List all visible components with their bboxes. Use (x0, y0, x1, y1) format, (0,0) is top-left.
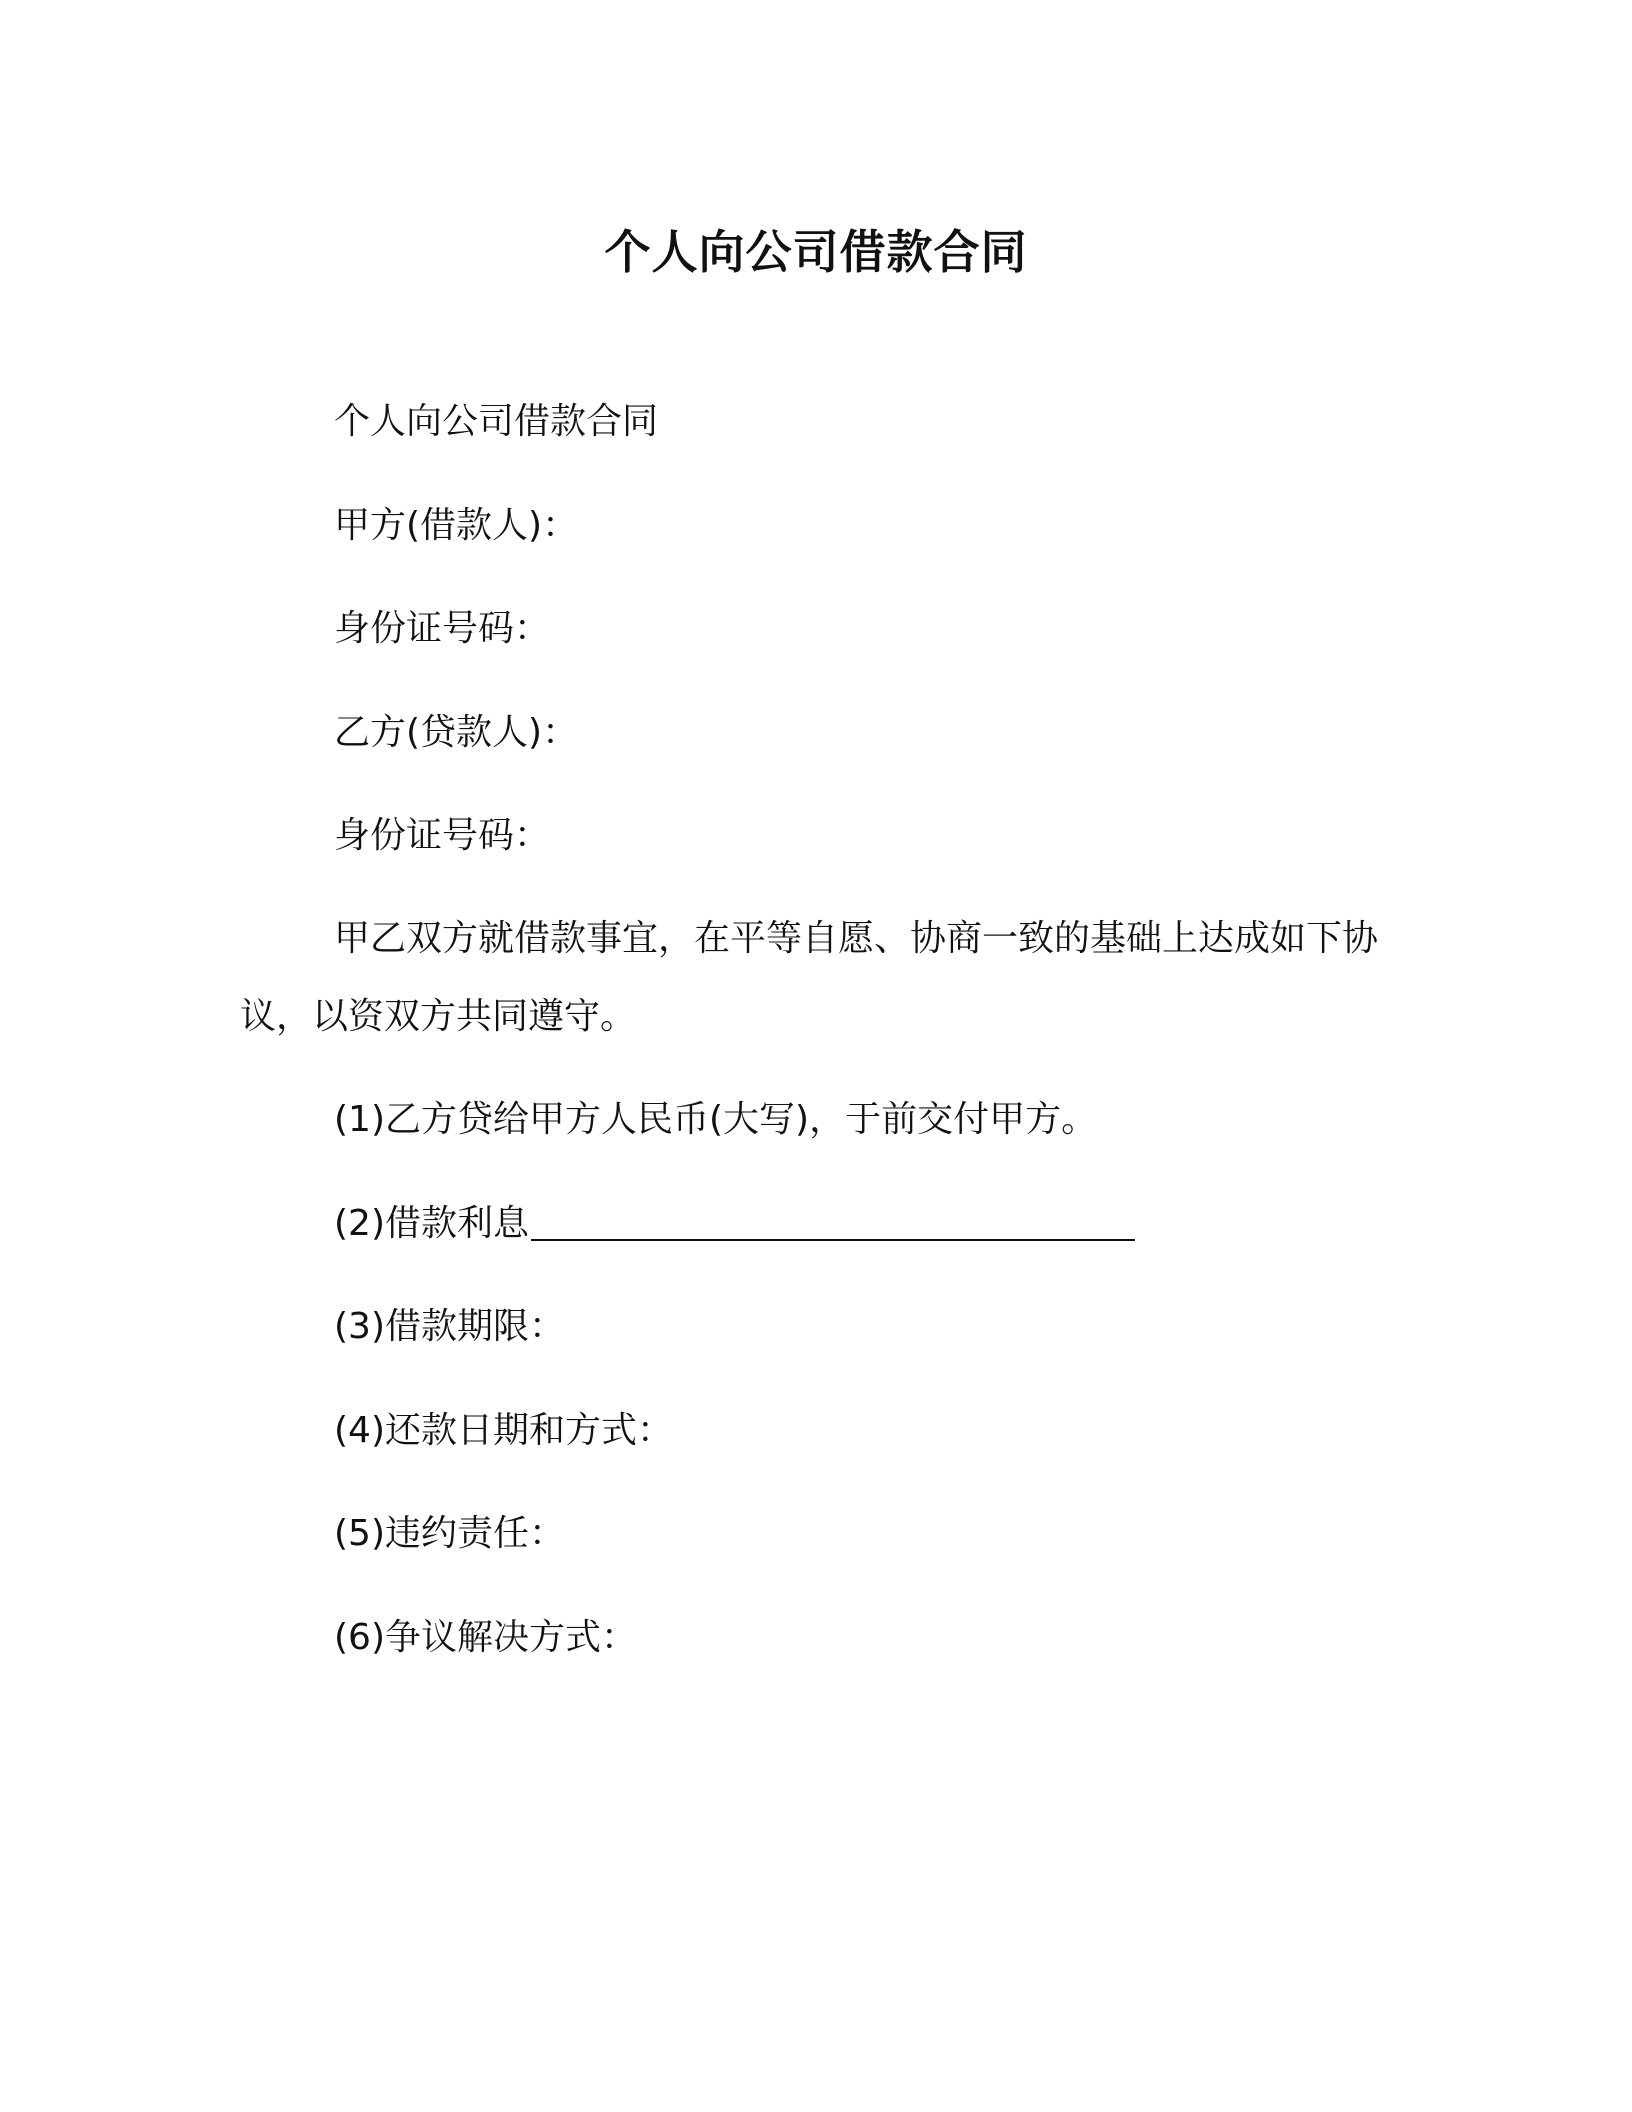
fill-in-blank-line (531, 1239, 1135, 1241)
clause-line-2 (240, 1198, 1390, 1250)
clause-text-3: (3)借款期限： (334, 1306, 565, 1347)
subtitle-line (240, 396, 1390, 448)
party-a-id-line (240, 603, 1390, 655)
clause-text-6: (6)争议解决方式： (334, 1617, 637, 1658)
preamble-text: 甲乙双方就借款事宜，在平等自愿、协商一致的基础上达成如下协议，以资双方共同遵守。 (240, 918, 1379, 1037)
clause-line-6 (240, 1612, 1390, 1664)
party-b-id-line (240, 810, 1390, 862)
party-b-line (240, 707, 1390, 759)
party-a-id-label: 身份证号码： (334, 608, 551, 649)
clause-line-5 (240, 1508, 1390, 1560)
document-title: 个人向公司借款合同 (604, 225, 1028, 279)
clause-line-4 (240, 1405, 1390, 1457)
clause-line-1 (240, 1094, 1390, 1146)
clause-line-3 (240, 1301, 1390, 1353)
party-a-label: 甲方(借款人)： (334, 505, 579, 546)
clause-text-4: (4)还款日期和方式： (334, 1410, 673, 1451)
clause-text-5: (5)违约责任： (334, 1513, 565, 1554)
clause-text-1: (1)乙方贷给甲方人民币(大写)，于前交付甲方。 (334, 1099, 1098, 1140)
party-a-line (240, 500, 1390, 552)
clause-text-2: (2)借款利息 (334, 1203, 529, 1244)
subtitle-text: 个人向公司借款合同 (334, 401, 659, 442)
party-b-label: 乙方(贷款人)： (334, 712, 579, 753)
party-b-id-label: 身份证号码： (334, 815, 551, 856)
preamble-paragraph (240, 900, 1390, 1056)
